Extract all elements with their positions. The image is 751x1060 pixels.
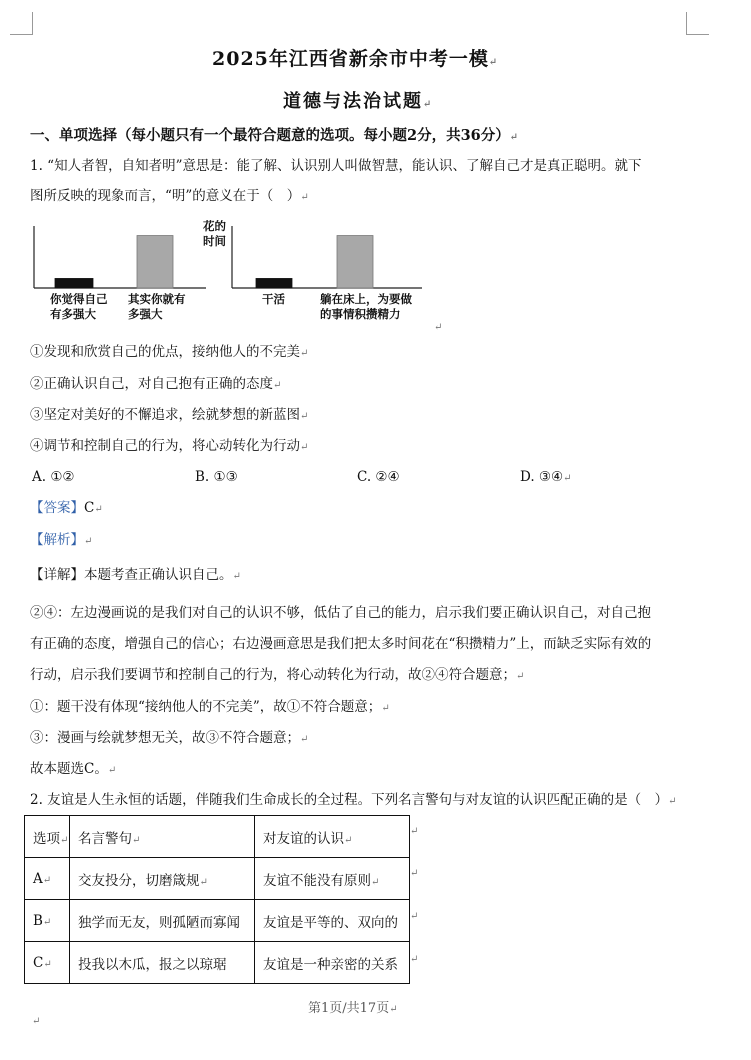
table-row-mark-1: ↵ — [410, 826, 419, 837]
option-c: C. ②④ — [357, 469, 400, 485]
bar-1 — [256, 278, 292, 288]
table-header-row — [25, 816, 410, 858]
table-cell: 独学而无友，则孤陋而寡闻 — [70, 900, 255, 942]
statement-3: ③坚定对美好的不懈追求，绘就梦想的新蓝图↵ — [30, 407, 309, 423]
option-d: D. ③④↵ — [520, 469, 572, 485]
left-bar-chart — [34, 226, 206, 288]
explanation-line-1: ②④：左边漫画说的是我们对自己的认识不够，低估了自己的能力，启示我们要正确认识自己，对自己抱 — [30, 605, 651, 621]
table-row — [25, 942, 410, 984]
bar-2 — [337, 236, 373, 288]
crop-mark-top-left — [10, 12, 33, 35]
table-header-cell: 对友谊的认识↵ — [255, 816, 410, 858]
bar-1 — [55, 278, 93, 288]
table-cell: 交友投分，切磨箴规↵ — [70, 858, 255, 900]
answer-tag: 【答案】 — [30, 500, 84, 516]
table-row-mark-3: ↵ — [410, 911, 419, 922]
table-cell: B↵ — [25, 900, 70, 942]
explanation-line-3: 行动，启示我们要调节和控制自己的行为，将心动转化为行动，故②④符合题意；↵ — [30, 667, 525, 683]
right-bar2-label: 躺在床上，为要做 的事情积攒精力 — [320, 292, 412, 321]
table-row — [25, 900, 410, 942]
question-1-stem-line-2: 图所反映的现象而言，“明”的意义在于（ ）↵ — [30, 188, 309, 204]
option-a: A. ①② — [32, 469, 75, 485]
answer-value: C — [84, 500, 95, 516]
statement-1: ①发现和欣赏自己的优点，接纳他人的不完美↵ — [30, 344, 309, 360]
explanation-line-6: 故本题选C。↵ — [30, 761, 117, 777]
explanation-line-5: ③：漫画与绘就梦想无关，故③不符合题意；↵ — [30, 730, 309, 746]
end-paragraph-mark: ↵ — [32, 1016, 41, 1027]
left-bar2-label: 其实你就有 多强大 — [128, 292, 186, 321]
right-bar1-label: 干活 — [262, 292, 285, 306]
table-cell: A↵ — [25, 858, 70, 900]
question-2-stem: 2. 友谊是人生永恒的话题，伴随我们生命成长的全过程。下列名言警句与对友谊的认识匹配正确的是（ ）↵ — [30, 792, 677, 808]
question-2-table — [24, 815, 410, 984]
table-cell: 友谊不能没有原则↵ — [255, 858, 410, 900]
statement-2: ②正确认识自己，对自己抱有正确的态度↵ — [30, 376, 282, 392]
analysis-tag: 【解析】 — [30, 532, 84, 548]
statement-4: ④调节和控制自己的行为，将心动转化为行动↵ — [30, 438, 309, 454]
page-footer: 第1页/共17页↵ — [308, 1001, 398, 1016]
table-cell: C↵ — [25, 942, 70, 984]
option-b: B. ①③ — [195, 469, 238, 485]
page-title: 2025年江西省新余市中考一模↵ — [212, 48, 499, 70]
page-subtitle: 道德与法治试题↵ — [283, 91, 434, 112]
left-bar1-label: 你觉得自己 有多强大 — [50, 292, 108, 321]
right-bar-chart — [232, 226, 422, 288]
table-header-cell: 名言警句↵ — [70, 816, 255, 858]
table-header-cell: 选项↵ — [25, 816, 70, 858]
explanation-line-2: 有正确的态度，增强自己的信心；右边漫画意思是我们把太多时间花在“积攒精力”上，而缺乏实际有效的 — [30, 636, 652, 652]
table-row — [25, 858, 410, 900]
answer-line: 【答案】C↵ — [30, 500, 103, 516]
table-cell: 投我以木瓜，报之以琼琚 — [70, 942, 255, 984]
figure-paragraph-mark: ↵ — [434, 322, 443, 333]
detail-line: 【详解】本题考查正确认识自己。↵ — [30, 567, 241, 583]
question-1-stem-line-1: 1. “知人者智，自知者明”意思是：能了解、认识别人叫做智慧，能认识、了解自己才是真正聪明。就下 — [30, 158, 642, 174]
table-row-mark-4: ↵ — [410, 954, 419, 965]
table-cell: 友谊是一种亲密的关系 — [255, 942, 410, 984]
table-row-mark-2: ↵ — [410, 868, 419, 879]
explanation-line-4: ①：题干没有体现“接纳他人的不完美”，故①不符合题意；↵ — [30, 699, 390, 715]
right-y-axis-label: 花的 时间 — [203, 219, 226, 248]
table-cell: 友谊是平等的、双向的 — [255, 900, 410, 942]
analysis-line: 【解析】↵ — [30, 532, 93, 548]
bar-2 — [137, 236, 173, 288]
section-heading: 一、单项选择（每小题只有一个最符合题意的选项。每小题2分，共36分）↵ — [30, 127, 519, 144]
crop-mark-top-right — [686, 12, 709, 35]
